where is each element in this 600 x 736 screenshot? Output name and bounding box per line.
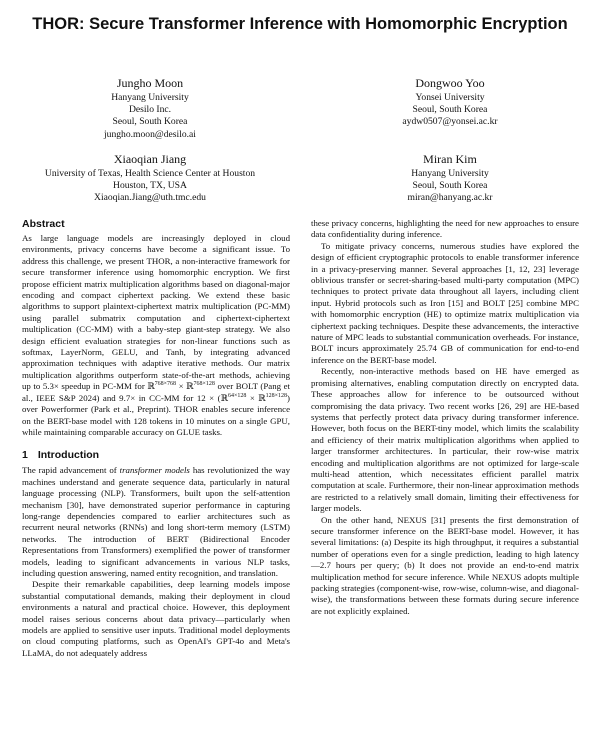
right-column	[311, 218, 579, 617]
author-block	[40, 76, 260, 141]
author-name: Jungho Moon	[116, 76, 184, 90]
author-affiliation: Hanyang University	[111, 92, 189, 103]
author-affiliation: Hanyang University	[411, 168, 489, 179]
body-paragraph: Recently, non-interactive methods based on HE have emerged as promising alternatives, enabling computation directly on encrypted data. These approaches allow for inference to be outsourced without compromising the data privacy. Two recent works [26, 29] are HE-based systems that perfectly protect data privacy during transformer inference. However, both focus on the BERT-tiny model, which limits the scalability and efficiency of their matrix multiplication algorithms when applied to larger transformer architectures. In particular, their row-wise matrix encoding and multiplication algorithms are not optimized for large-scale multi-head attention, which necessitates efficient parallel matrix computation at scale. Furthermore, their non-linear approximation methods are restricted to a relatively small domain, limiting their effectiveness for larger models.	[311, 366, 579, 514]
author-email: miran@hanyang.ac.kr	[407, 192, 493, 204]
section-heading-introduction: 1 Introduction	[22, 449, 100, 462]
body-paragraph: To mitigate privacy concerns, numerous studies have explored the design of efficient cryptographic protocols to enable transformer inference in a privacy-preserving manner. Several approaches [1, 12, 23] leverage oblivious transfer or secret-sharing-based multi-party computation (MPC) techniques to protect private data throughout all layers, including client input. Hybrid protocols such as Iron [15] and BOLT [25] combine MPC with homomorphic encryption (HE) to optimize matrix multiplication via ciphertext packing techniques. Despite these advancements, the interactive nature of MPC leads to substantial communication overheads. For instance, BOLT incurs approximately 25.74 GB of communication for end-to-end inference on the BERT-base model.	[311, 240, 579, 365]
author-name: Miran Kim	[423, 152, 477, 166]
author-location: Houston, TX, USA	[113, 180, 187, 192]
body-paragraph: On the other hand, NEXUS [31] presents the first demonstration of secure transformer inference on the BERT-base model. However, it has several limitations: (a) Despite its high throughput, it requires a substantial number of operations even for a single prediction, leading to high latency—2.7 hours per query; (b) It does not provide an end-to-end matrix multiplication method for secure inference. While NEXUS adopts multiple packing strategies (component-wise, row-wise, column-wise, and diagonal-wise), the transformations between these formats during secure inference are not explicitly explained.	[311, 514, 579, 616]
paper-title: THOR: Secure Transformer Inference with Homomorphic Encryption	[32, 15, 568, 33]
author-affiliation: Desilo Inc.	[128, 104, 172, 116]
author-name: Dongwoo Yoo	[415, 76, 485, 90]
abstract-text: As large language models are increasingly deployed in cloud environments, privacy concerns have become a significant issue. To address this challenge, we present THOR, a non-interactive framework for secure transformer inference using homomorphic encryption. We first propose efficient matrix multiplication algorithms based on diagonal-major encoding and compact ciphertext packing. We extend these basic algorithms to support plaintext-ciphertext matrix multiplication (PC-MM) using parallel submatrix computation and ciphertext-ciphertext multiplication (CC-MM) with a baby-step giant-step strategy. We also design efficient evaluation strategies for non-linear functions such as softmax, LayerNorm, GELU, and Tanh, by integrating advanced approximation techniques with adaptive iterative methods. Our matrix multiplication algorithms outperform state-of-the-art methods, achieving up to 5.3× speedup in PC-MM for ℝ$^{768\times 768}$ × ℝ$^{768\times 128}$ over BOLT (Pang et al., IEEE S&P 2024) and 9.7× in CC-MM for 12 × (ℝ$^{64\times 128}$ × ℝ$^{128\times 128}$) over Powerformer (Park et al., Preprint). THOR enables secure inference on the BERT-base model with 128 tokens in 10 minutes on a single GPU, while maintaining comparable accuracy on GLUE tasks.	[22, 233, 290, 437]
left-column	[22, 218, 290, 659]
body-paragraph: The rapid advancement of transformer models has revolutionized the way machines understand and generate sequence data, particularly in natural language processing (NLP). Transformers, built upon the self-attention mechanism [30], have demonstrated superior performance in capturing long-range dependencies compared to earlier architectures such as recurrent neural networks (RNNs) and long short-term memory (LSTM) networks. The introduction of BERT (Bidirectional Encoder Representations from Transformers) exemplified the power of transformer models, leading to significant advancements in various NLP tasks, including question answering, named entity recognition, and translation.	[22, 465, 290, 578]
abstract-heading: Abstract	[22, 218, 65, 230]
author-location: Seoul, South Korea	[112, 116, 188, 128]
author-location: Seoul, South Korea	[412, 180, 488, 192]
author-block	[340, 76, 560, 129]
author-affiliation: University of Texas, Health Science Center at Houston	[44, 168, 256, 179]
author-name: Xiaoqian Jiang	[113, 152, 187, 166]
author-affiliation: Yonsei University	[415, 92, 485, 103]
author-email: aydw0507@yonsei.ac.kr	[402, 116, 498, 128]
author-block	[340, 152, 560, 205]
author-location: Seoul, South Korea	[412, 104, 488, 116]
author-email: jungho.moon@desilo.ai	[104, 128, 196, 140]
author-email: Xiaoqian.Jiang@uth.tmc.edu	[94, 192, 206, 204]
body-paragraph: Despite their remarkable capabilities, deep learning models impose substantial computational demands, making their deployment in cloud environments a natural and practical choice. However, this deployment model raises serious concerns about data privacy—particularly when models are applied to sensitive user inputs. Traditional model deployments on cloud computing platforms, such as OpenAI's GPT-4o and Meta's LLaMA, do not adequately address	[22, 579, 290, 658]
body-paragraph: these privacy concerns, highlighting the need for new approaches to ensure data confidentiality during inference.	[311, 218, 579, 240]
author-block	[10, 152, 290, 205]
